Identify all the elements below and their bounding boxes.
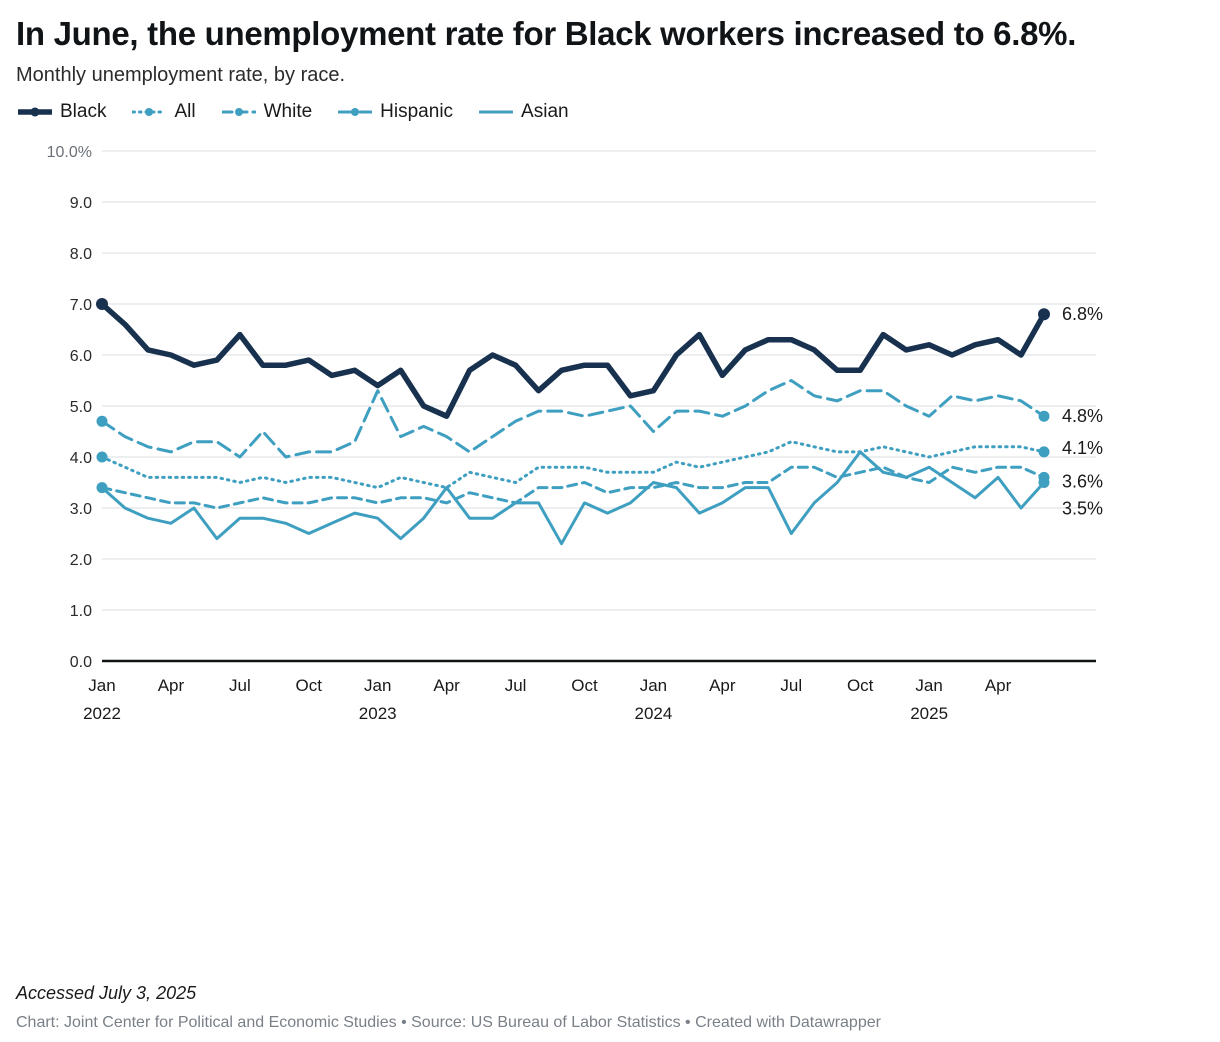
legend-item-white[interactable] (222, 101, 313, 123)
legend-item-black[interactable] (18, 101, 106, 123)
series-end-dot-all (1039, 447, 1050, 458)
x-axis-tick-label: Jan (88, 676, 116, 696)
y-axis-tick-label: 7.0 (69, 297, 92, 315)
legend-label: Asian (521, 101, 569, 123)
x-axis-year-label: 2023 (358, 704, 397, 724)
x-axis-tick-label: Jul (780, 676, 803, 696)
y-axis-tick-label: 1.0 (69, 603, 92, 621)
x-axis-year-label: 2025 (910, 704, 949, 724)
legend-item-asian[interactable] (479, 101, 569, 123)
y-axis-tick-label: 0.0 (69, 654, 92, 672)
legend-key-hispanic (338, 105, 372, 119)
x-axis-tick-label: Jan (639, 676, 668, 696)
series-start-dot-hispanic (97, 416, 108, 427)
series-end-dot-asian (1039, 477, 1050, 488)
x-axis-tick-label: Jan (363, 676, 392, 696)
x-axis-tick-label: Apr (433, 676, 460, 696)
legend-item-hispanic[interactable] (338, 101, 453, 123)
series-line-white (102, 467, 1044, 508)
chart-footer (16, 983, 1206, 1032)
x-axis-tick-label: Jul (228, 676, 251, 696)
x-axis-year-label: 2022 (83, 704, 121, 724)
x-axis-tick-label: Jul (504, 676, 527, 696)
legend-key-all (132, 105, 166, 119)
x-axis-tick-label: Apr (709, 676, 736, 696)
series-start-dot-all (97, 452, 108, 463)
end-label-hispanic: 4.8% (1062, 406, 1104, 427)
series-end-dot-black (1038, 308, 1050, 320)
chart-credit: Chart: Joint Center for Political and Economic Studies • Source: US Bureau of Labor Statistics • Created with Datawrapper (16, 1014, 881, 1031)
series-start-dot-black (96, 298, 108, 310)
y-axis-tick-label: 5.0 (69, 399, 92, 417)
series-line-asian (102, 452, 1044, 544)
y-axis-tick-label: 8.0 (69, 246, 92, 264)
legend-key-black (18, 105, 52, 119)
y-axis-tick-label: 4.0 (69, 450, 92, 468)
legend-item-all[interactable] (132, 101, 195, 123)
chart-subtitle: Monthly unemployment rate, by race. (16, 64, 346, 87)
y-axis-tick-label: 9.0 (69, 195, 92, 213)
legend-label: All (174, 101, 196, 123)
chart-legend (18, 101, 1204, 123)
x-axis-tick-label: Apr (984, 676, 1012, 696)
series-line-all (102, 442, 1044, 488)
series-line-hispanic (102, 381, 1044, 458)
x-axis-year-label: 2024 (634, 704, 673, 724)
y-axis-tick-label: 10.0% (46, 144, 92, 162)
legend-label: Black (60, 101, 107, 123)
page-title: In June, the unemployment rate for Black workers increased to 6.8%. (16, 15, 1077, 52)
legend-label: White (263, 101, 313, 123)
legend-key-asian (479, 105, 513, 119)
end-label-white: 3.6% (1062, 471, 1104, 492)
accessed-date: Accessed July 3, 2025 (16, 983, 197, 1003)
legend-key-white (222, 105, 256, 119)
chart-area (16, 133, 1204, 773)
x-axis-tick-label: Oct (571, 676, 598, 696)
end-label-black: 6.8% (1062, 304, 1104, 325)
end-label-all: 4.1% (1062, 438, 1104, 459)
y-axis-tick-label: 6.0 (69, 348, 92, 366)
x-axis-tick-label: Oct (846, 676, 874, 696)
series-line-black (102, 304, 1044, 416)
y-axis-tick-label: 2.0 (69, 552, 92, 570)
x-axis-tick-label: Apr (157, 676, 185, 696)
x-axis-tick-label: Oct (295, 676, 323, 696)
legend-label: Hispanic (380, 101, 454, 123)
end-label-asian: 3.5% (1062, 498, 1104, 519)
y-axis-tick-label: 3.0 (69, 501, 92, 519)
x-axis-tick-label: Jan (915, 676, 943, 696)
line-chart-svg (16, 133, 1204, 773)
series-end-dot-hispanic (1039, 411, 1050, 422)
